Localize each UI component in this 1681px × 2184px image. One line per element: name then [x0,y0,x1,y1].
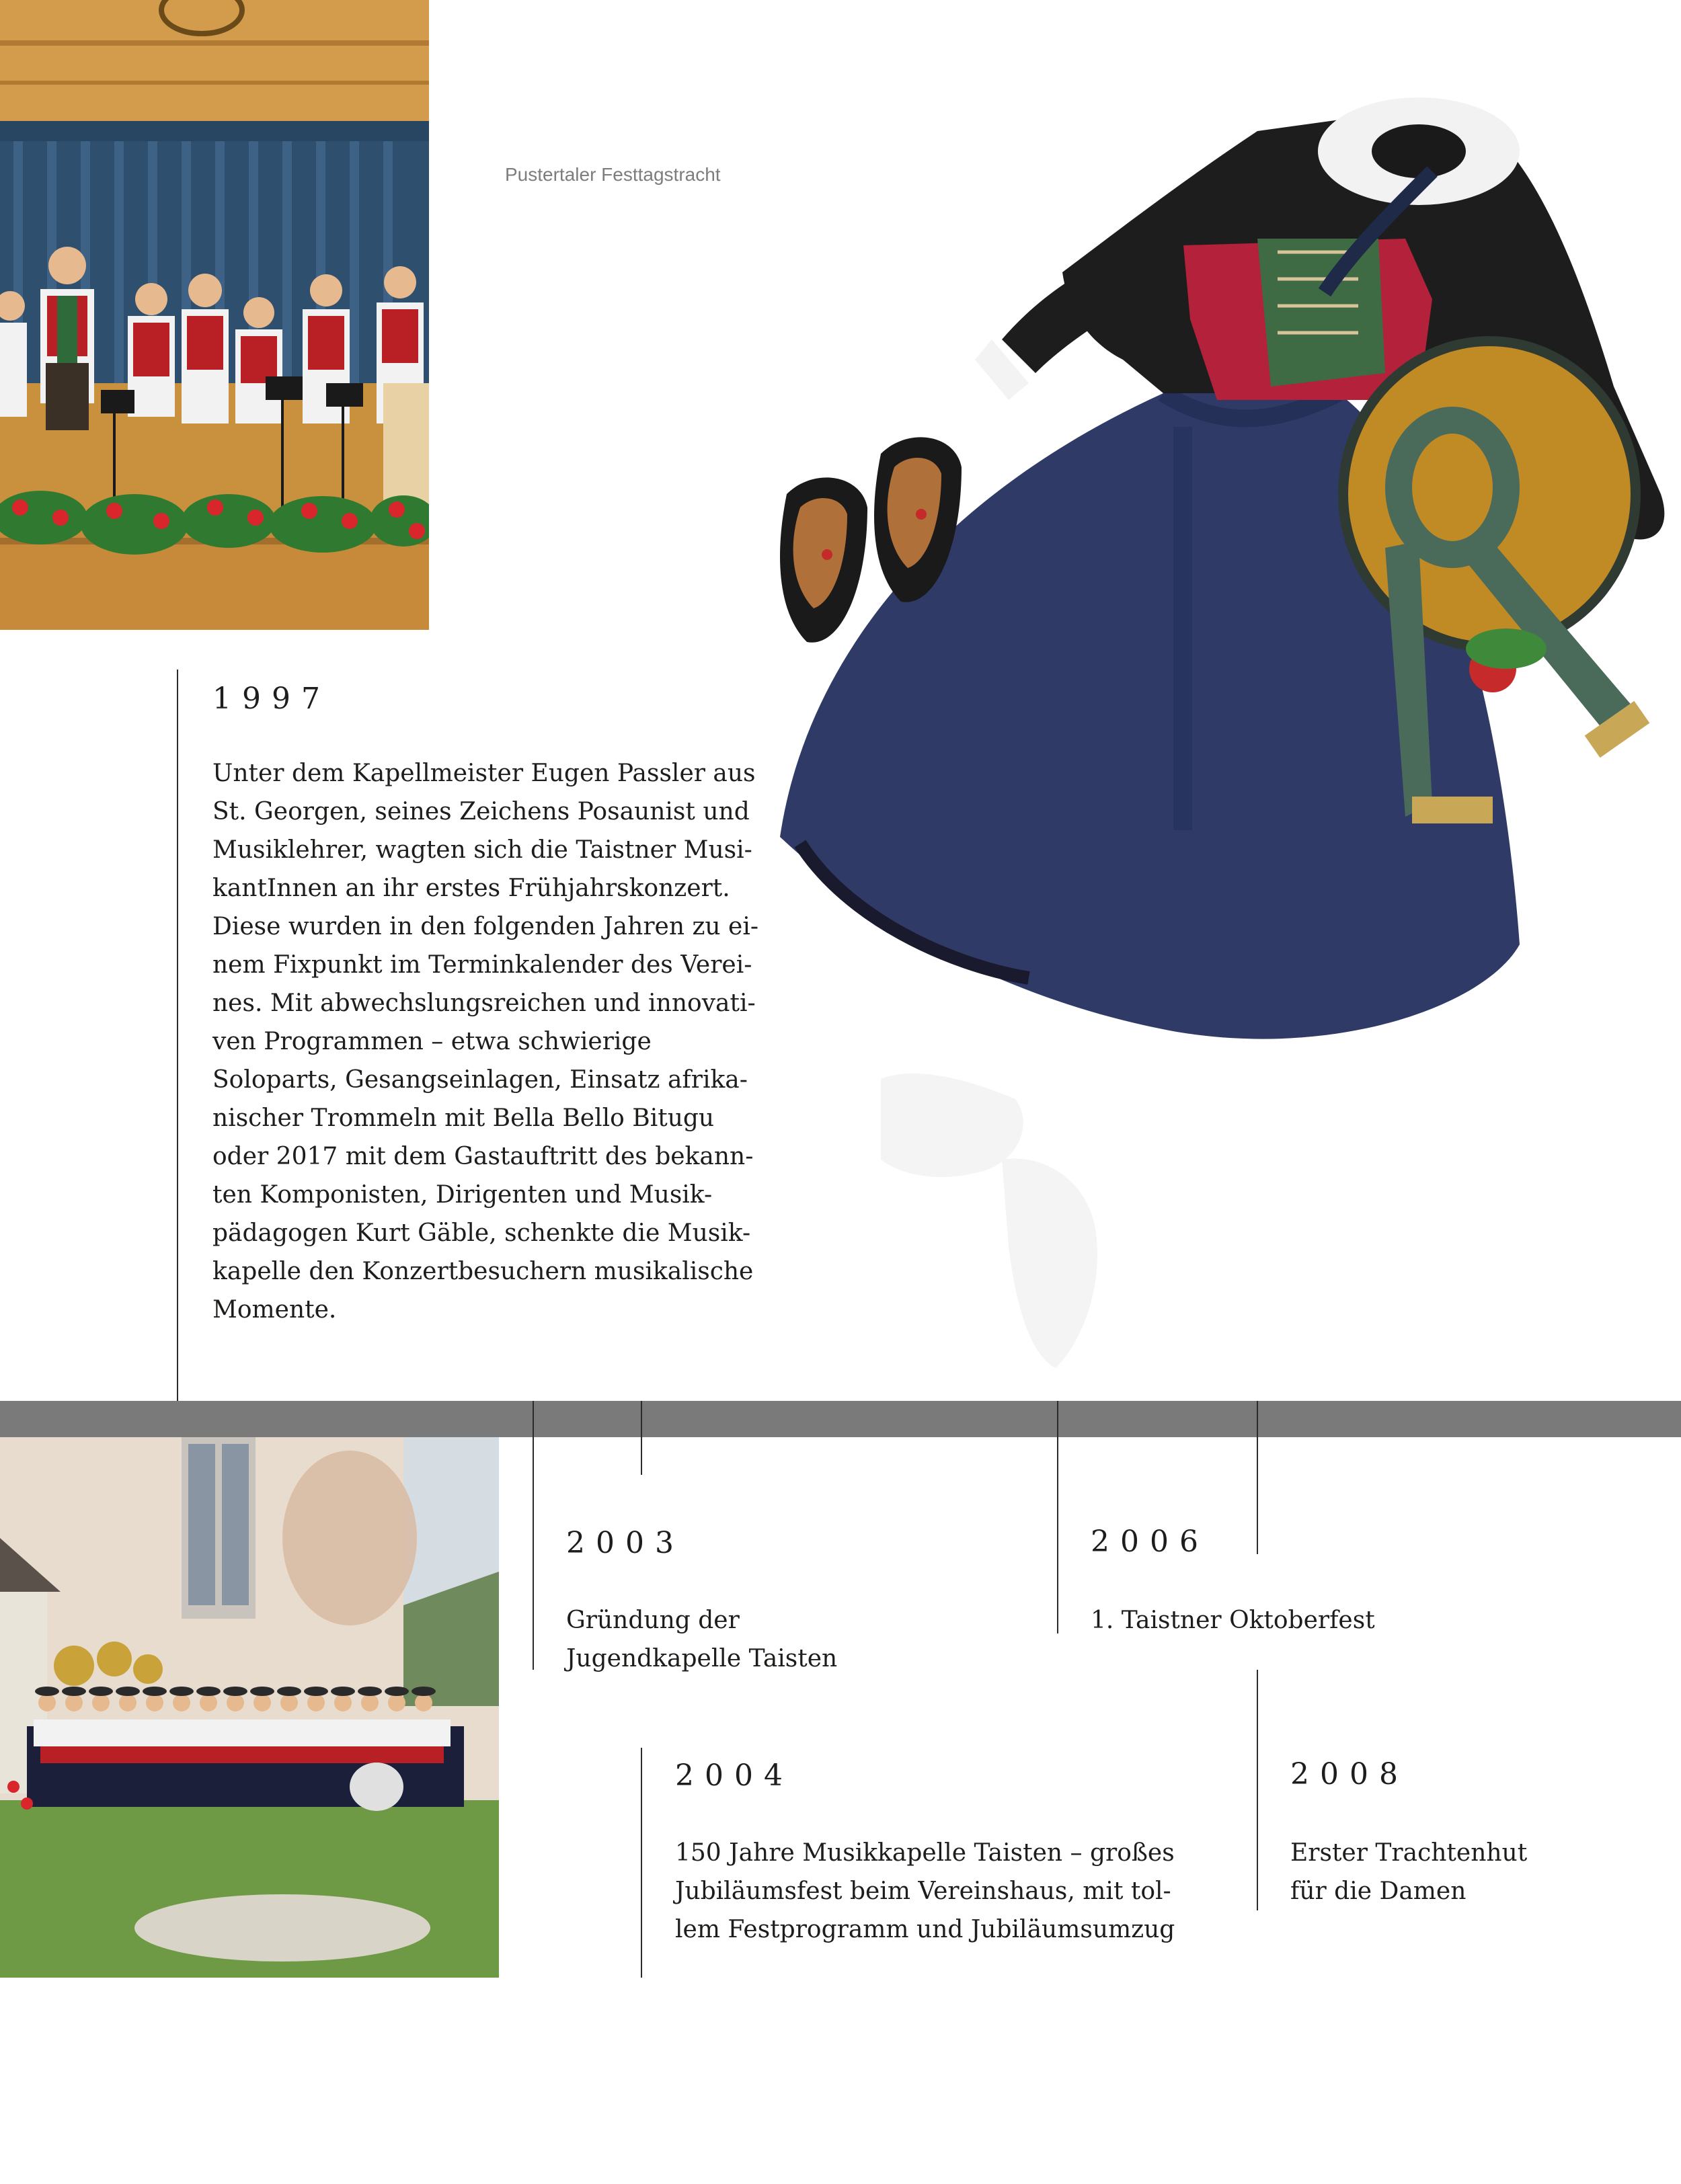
year-2003: 2003 [566,1526,685,1560]
entry-1997-line: kapelle den Konzertbesuchern musikalische [212,1258,754,1285]
costume-caption: Pustertaler Festtagstracht [505,164,721,185]
timeline-line-2003 [533,1401,534,1670]
entry-2006-text [1091,1601,1375,1640]
year-2006: 2006 [1091,1525,1209,1559]
entry-2003-text [566,1601,837,1678]
entry-2003-line: Gründung der [566,1607,740,1634]
entry-1997-line: Momente. [212,1296,337,1324]
entry-2004-text [675,1834,1175,1949]
entry-1997-line: ten Komponisten, Dirigenten und Musik- [212,1181,713,1209]
year-2008: 2008 [1290,1757,1409,1791]
entry-1997-text [212,754,758,1329]
entry-2004-line: 150 Jahre Musikkapelle Taisten – großes [675,1839,1175,1867]
timeline-line-2006 [1057,1401,1058,1633]
entry-1997-line: Musiklehrer, wagten sich die Taistner Musi- [212,836,752,864]
entry-2004-line: Jubiläumsfest beim Vereinshaus, mit tol- [675,1877,1171,1905]
timeline-bar [0,1401,1681,1437]
timeline-line-1997 [177,670,178,1436]
year-2004: 2004 [675,1758,793,1793]
concert-photo [0,0,429,630]
entry-2008-line: für die Damen [1290,1877,1467,1905]
entry-1997-line: Soloparts, Gesangseinlagen, Einsatz afrika- [212,1066,748,1094]
entry-1997-line: kantInnen an ihr erstes Frühjahrskonzert. [212,875,730,902]
entry-1997-line: ven Programmen – etwa schwierige [212,1028,652,1055]
entry-1997-line: pädagogen Kurt Gäble, schenkte die Musik- [212,1219,751,1247]
entry-1997-line: Diese wurden in den folgenden Jahren zu ei- [212,913,759,940]
entry-1997-line: nem Fixpunkt im Terminkalender des Verei- [212,951,752,979]
entry-2008-text [1290,1834,1527,1910]
band-group-photo [0,1437,499,1978]
entry-1997-line: Unter dem Kapellmeister Eugen Passler aus [212,760,756,787]
timeline-line-2004 [641,1401,642,1475]
entry-2003-line: Jugendkapelle Taisten [566,1645,838,1672]
entry-1997-line: St. Georgen, seines Zeichens Posaunist und [212,798,750,825]
entry-2004-line: lem Festprogramm und Jubiläumsumzug [675,1916,1175,1943]
entry-1997-line: oder 2017 mit dem Gastauftritt des bekann- [212,1143,754,1170]
entry-1997-line: nes. Mit abwechslungsreichen und innovati- [212,989,756,1017]
festtagstracht-image [746,77,1681,1391]
timeline-line-2008-lower [1257,1670,1258,1910]
timeline-line-2004-lower [641,1748,642,1978]
entry-2008-line: Erster Trachtenhut [1290,1839,1528,1867]
entry-1997-line: nischer Trommeln mit Bella Bello Bitugu [212,1104,715,1132]
timeline-line-2008 [1257,1401,1258,1554]
year-1997: 1997 [212,682,331,716]
entry-2006-line: 1. Taistner Oktoberfest [1091,1607,1375,1634]
